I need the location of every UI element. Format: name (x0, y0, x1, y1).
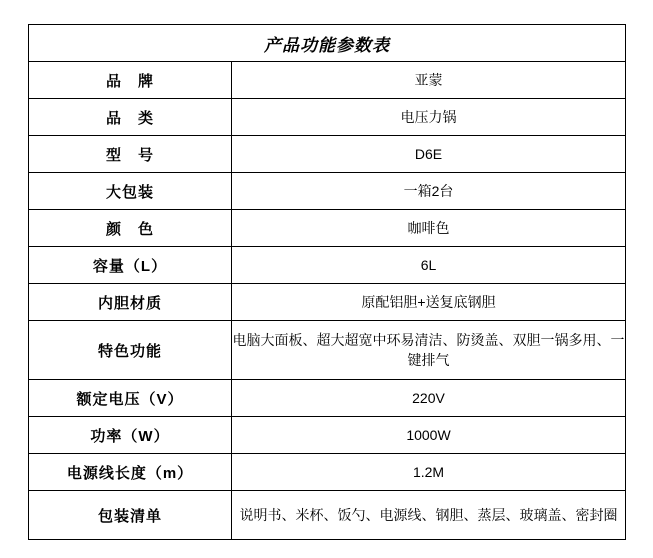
row-label-packaging: 大包装 (29, 173, 232, 210)
row-label-inner-pot-material: 内胆材质 (29, 284, 232, 321)
row-label-brand: 品 牌 (29, 62, 232, 99)
table-row (29, 62, 626, 99)
row-label-cord-length: 电源线长度（m） (29, 454, 232, 491)
table-row (29, 380, 626, 417)
table-row (29, 417, 626, 454)
table-row (29, 136, 626, 173)
row-value-category: 电压力锅 (232, 99, 626, 136)
row-label-model: 型 号 (29, 136, 232, 173)
row-label-category: 品 类 (29, 99, 232, 136)
table-row (29, 173, 626, 210)
row-label-features: 特色功能 (29, 321, 232, 380)
table-body (29, 25, 626, 540)
page-title: 产品功能参数表 (29, 25, 626, 62)
row-value-cord-length: 1.2M (232, 454, 626, 491)
row-value-inner-pot-material: 原配铝胆+送复底钢胆 (232, 284, 626, 321)
product-spec-table (28, 24, 626, 540)
table-row (29, 99, 626, 136)
row-value-packaging: 一箱2台 (232, 173, 626, 210)
row-value-capacity: 6L (232, 247, 626, 284)
row-value-package-contents: 说明书、米杯、饭勺、电源线、钢胆、蒸层、玻璃盖、密封圈 (232, 491, 626, 540)
table-row (29, 491, 626, 540)
row-label-capacity: 容量（L） (29, 247, 232, 284)
row-label-color: 颜 色 (29, 210, 232, 247)
row-value-brand: 亚蒙 (232, 62, 626, 99)
table-row (29, 321, 626, 380)
table-row (29, 284, 626, 321)
row-value-model: D6E (232, 136, 626, 173)
row-label-package-contents: 包装清单 (29, 491, 232, 540)
row-value-power: 1000W (232, 417, 626, 454)
table-title-row (29, 25, 626, 62)
row-label-power: 功率（W） (29, 417, 232, 454)
table-row (29, 210, 626, 247)
table-row (29, 247, 626, 284)
row-value-features: 电脑大面板、超大超宽中环易清洁、防烫盖、双胆一锅多用、一键排气 (232, 321, 626, 380)
table-row (29, 454, 626, 491)
row-value-rated-voltage: 220V (232, 380, 626, 417)
row-label-rated-voltage: 额定电压（V） (29, 380, 232, 417)
row-value-color: 咖啡色 (232, 210, 626, 247)
